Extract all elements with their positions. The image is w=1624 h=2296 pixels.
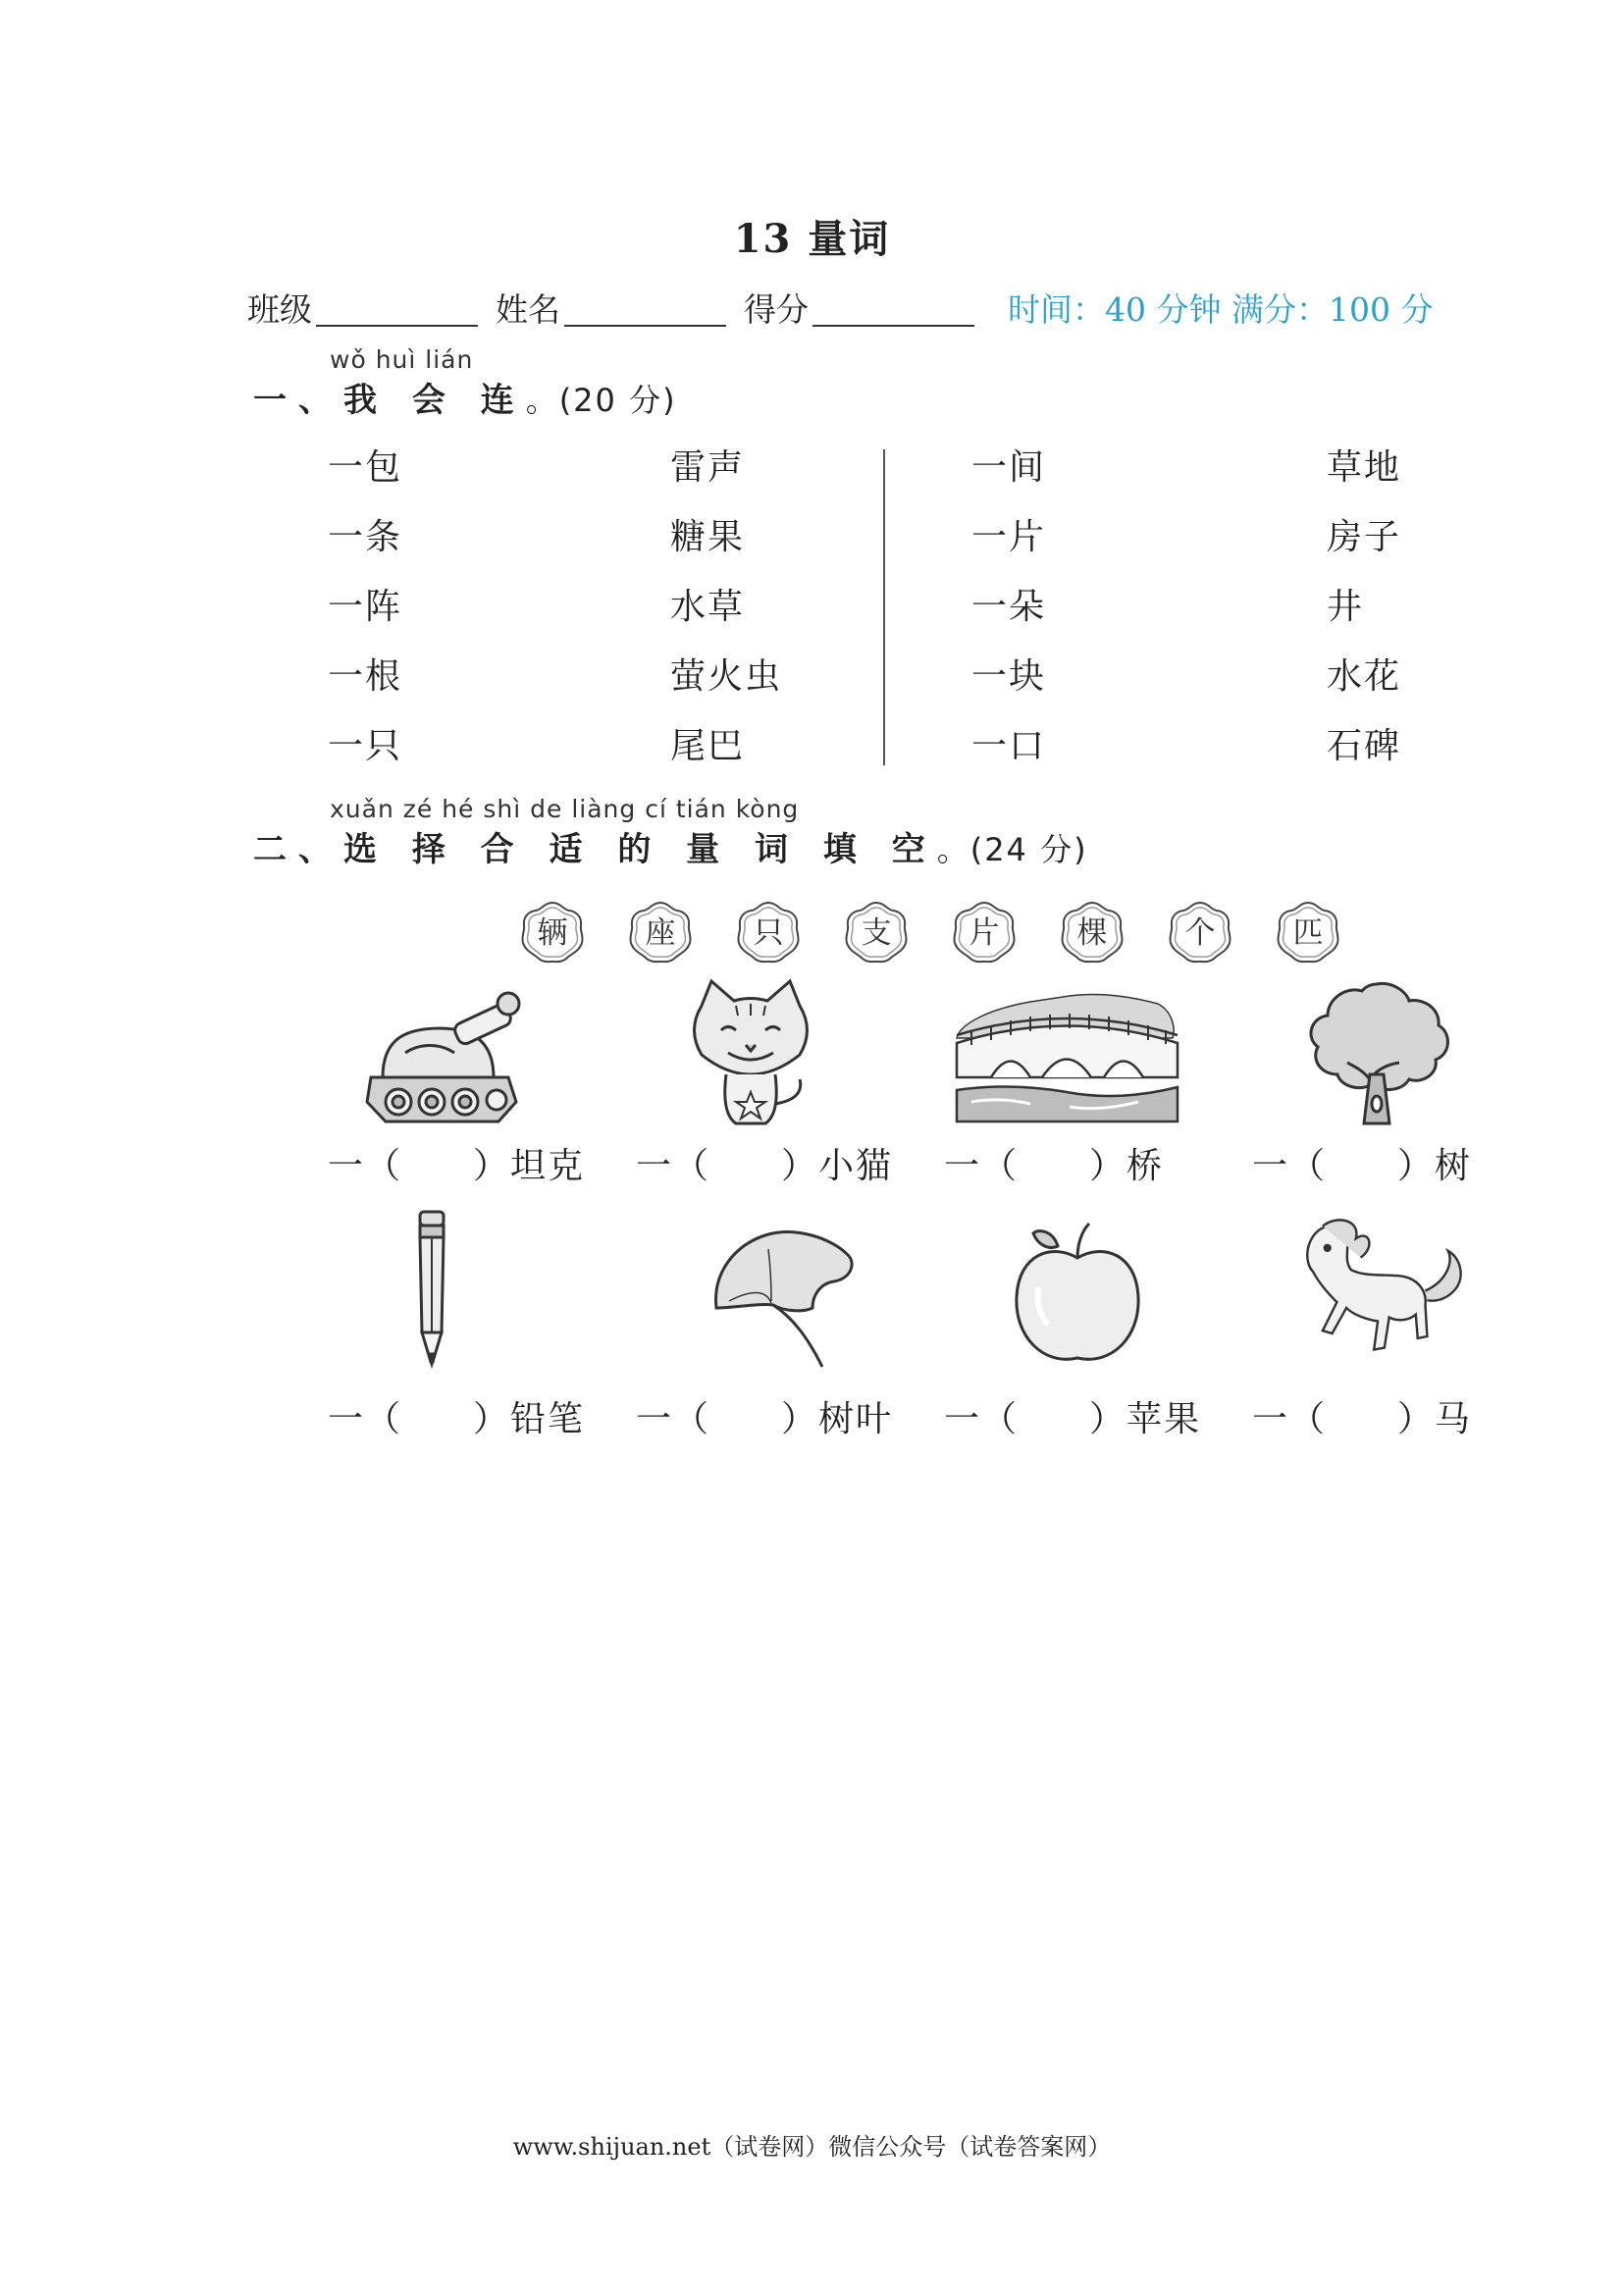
fill-blank-item <box>1252 1138 1472 1188</box>
fill-blank-item <box>328 1391 585 1441</box>
column-divider <box>883 449 885 765</box>
choice-badge[interactable] <box>736 900 801 965</box>
word-item[interactable]: 雷声 <box>670 447 746 488</box>
word-item[interactable]: 糖果 <box>670 517 746 557</box>
name-blank[interactable] <box>564 295 726 327</box>
left-quantifier-column <box>328 440 402 788</box>
word-item[interactable]: 井 <box>1327 587 1365 627</box>
choice-text: 支 <box>861 915 892 951</box>
choice-text: 棵 <box>1076 915 1108 951</box>
word-item[interactable]: 石碑 <box>1327 726 1402 766</box>
choice-badge[interactable] <box>844 900 909 965</box>
score-blank[interactable] <box>812 295 974 327</box>
word-item[interactable]: 一根 <box>328 656 403 697</box>
right-noun-column <box>1327 440 1401 788</box>
choice-badge[interactable] <box>1276 900 1340 965</box>
class-blank[interactable] <box>316 295 478 327</box>
fill-suffix: ）苹果 <box>1089 1399 1202 1439</box>
score-label: 得分 <box>744 290 809 329</box>
choice-text: 个 <box>1184 915 1216 951</box>
choice-text: 匹 <box>1292 915 1324 951</box>
word-item[interactable]: 一朵 <box>971 587 1047 627</box>
leaf-picture <box>705 1225 871 1377</box>
fill-suffix: ）坦克 <box>473 1146 586 1186</box>
word-item[interactable]: 房子 <box>1327 517 1402 557</box>
horse-picture <box>1282 1215 1478 1367</box>
section2-title: 二、选 择 合 适 的 量 词 填 空 <box>253 830 937 869</box>
fill-blank-item <box>636 1138 893 1188</box>
cat-picture <box>667 976 834 1128</box>
fill-suffix: ）树叶 <box>781 1399 894 1439</box>
choice-badge[interactable] <box>1168 900 1232 965</box>
tank-picture <box>361 984 528 1136</box>
word-item[interactable]: 一片 <box>971 517 1047 557</box>
fill-prefix: 一（ <box>636 1399 711 1439</box>
fill-blank-item <box>636 1391 893 1441</box>
left-noun-column <box>670 440 782 788</box>
word-item[interactable]: 一包 <box>328 447 403 488</box>
fill-blank-item <box>328 1138 585 1188</box>
word-item[interactable]: 一只 <box>328 726 403 766</box>
page-title: 13 量词 <box>733 216 891 262</box>
fill-prefix: 一（ <box>636 1146 711 1186</box>
fill-blank-item <box>944 1391 1201 1441</box>
section2-score: 。(24 分) <box>936 831 1088 868</box>
section2-pinyin: xuǎn zé hé shì de liàng cí tián kòng <box>330 795 800 823</box>
fill-prefix: 一（ <box>944 1399 1020 1439</box>
word-item[interactable]: 一间 <box>971 447 1047 488</box>
fill-blank-item <box>944 1138 1164 1188</box>
fill-prefix: 一（ <box>944 1146 1020 1186</box>
choice-text: 座 <box>645 915 676 951</box>
footer-text: www.shijuan.net（试卷网）微信公众号（试卷答案网） <box>512 2133 1112 2161</box>
word-item[interactable]: 一块 <box>971 656 1047 697</box>
fill-prefix: 一（ <box>1252 1399 1328 1439</box>
section1-heading <box>253 373 677 421</box>
fill-suffix: ）铅笔 <box>473 1399 586 1439</box>
word-item[interactable]: 一条 <box>328 517 403 557</box>
word-item[interactable]: 水草 <box>670 587 746 627</box>
fill-suffix: ）小猫 <box>781 1146 894 1186</box>
section2-heading <box>253 822 1088 870</box>
fill-prefix: 一（ <box>1252 1146 1328 1186</box>
class-label: 班级 <box>247 290 312 329</box>
fill-suffix: ）树 <box>1397 1146 1473 1186</box>
word-item[interactable]: 萤火虫 <box>670 656 783 697</box>
fill-prefix: 一（ <box>328 1399 403 1439</box>
fill-suffix: ）马 <box>1397 1399 1473 1439</box>
choice-text: 片 <box>969 915 1000 951</box>
choice-badge[interactable] <box>520 900 585 965</box>
choice-badge[interactable] <box>1060 900 1125 965</box>
choice-badge[interactable] <box>628 900 693 965</box>
apple-picture <box>999 1219 1166 1371</box>
word-item[interactable]: 水花 <box>1327 656 1402 697</box>
fill-blank-item <box>1252 1391 1472 1441</box>
right-quantifier-column <box>971 440 1046 788</box>
fill-prefix: 一（ <box>328 1146 403 1186</box>
time-score-info: 时间：40 分钟 满分：100 分 <box>1008 290 1434 329</box>
word-item[interactable]: 草地 <box>1327 447 1402 488</box>
choice-badge[interactable] <box>952 900 1017 965</box>
section1-pinyin: wǒ huì lián <box>330 345 474 374</box>
choice-text: 辆 <box>537 915 568 951</box>
section1-title: 一、我 会 连 <box>253 381 526 420</box>
name-label: 姓名 <box>496 290 560 329</box>
pencil-picture <box>388 1207 476 1369</box>
tree-picture <box>1293 976 1460 1128</box>
bridge-picture <box>952 984 1182 1136</box>
section1-score: 。(20 分) <box>525 382 677 419</box>
word-item[interactable]: 尾巴 <box>670 726 746 766</box>
word-item[interactable]: 一口 <box>971 726 1047 766</box>
choice-text: 只 <box>753 915 784 951</box>
student-info-line <box>247 285 1433 331</box>
fill-suffix: ）桥 <box>1089 1146 1165 1186</box>
word-item[interactable]: 一阵 <box>328 587 403 627</box>
